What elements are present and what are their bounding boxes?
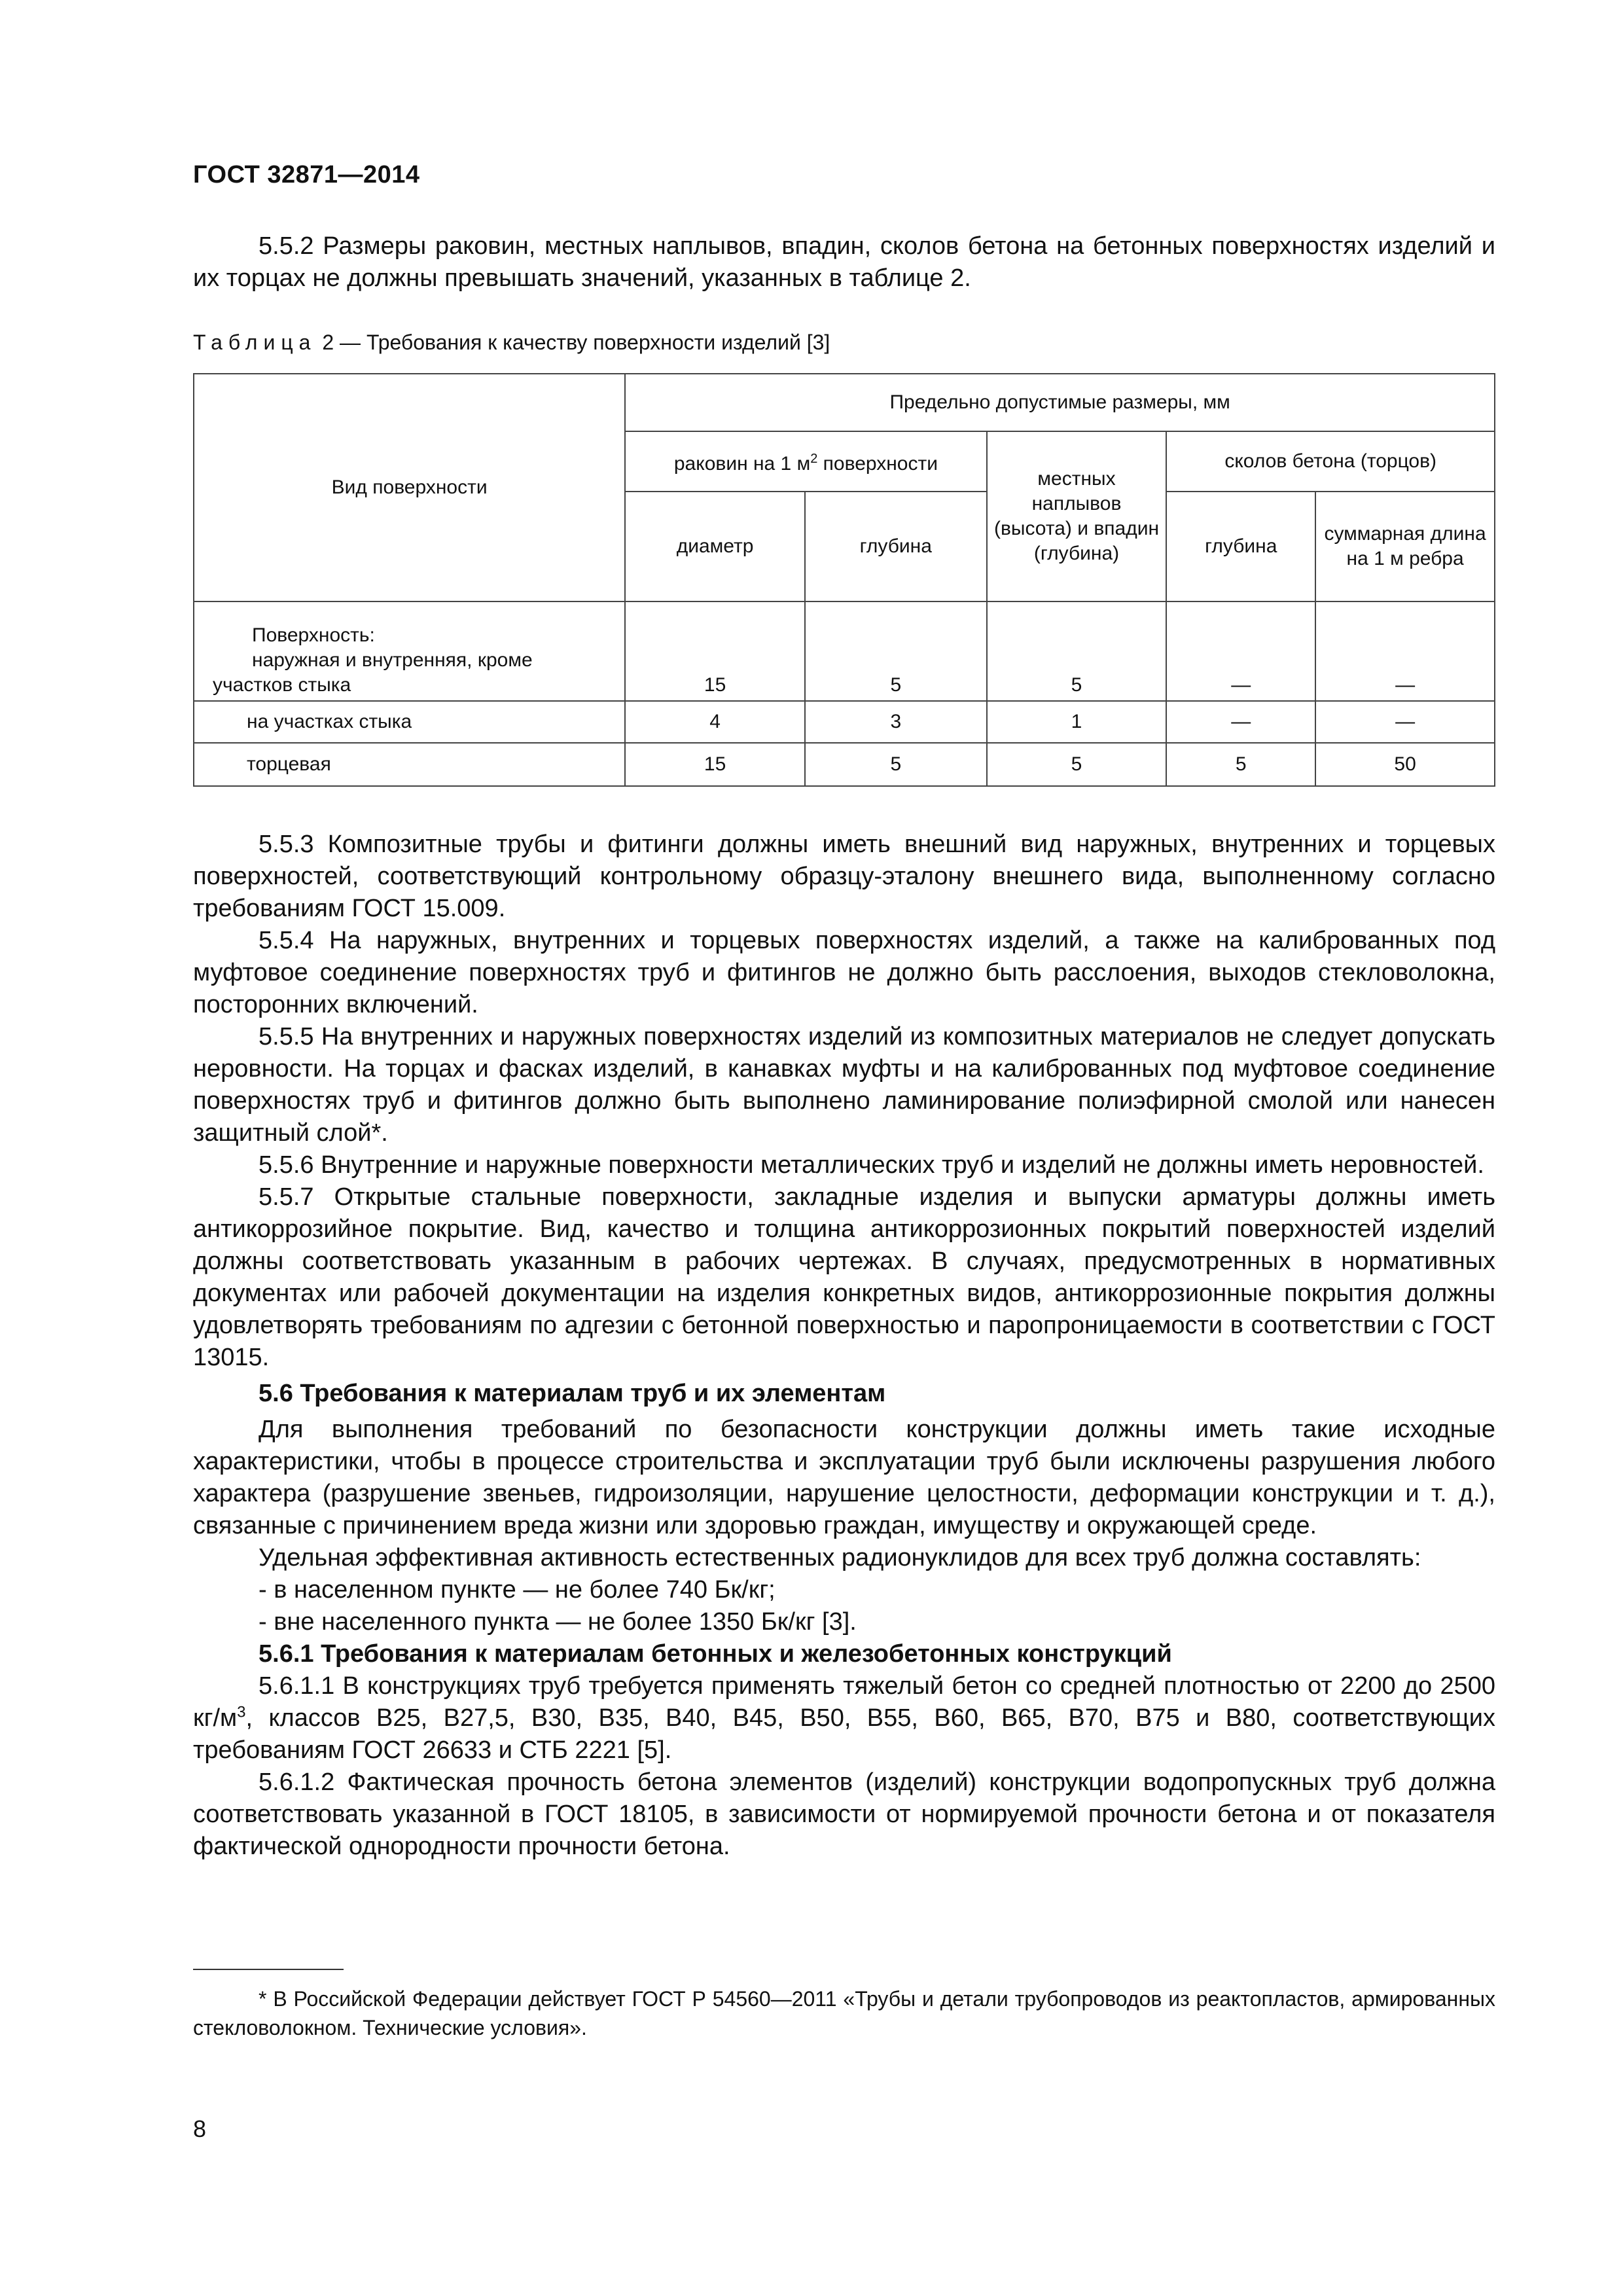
table-row [194,743,1495,786]
paragraph-5-5-3: 5.5.3 Композитные трубы и фитинги должны иметь внешний вид наружных, внутренних и торцевых поверхностей, соответствующий контрольному образцу-эталону внешнего вида, выполненному согласно требованиям ГОСТ 15.009. [193,831,1495,922]
cell-local: 1 [987,701,1167,743]
cell-depth: 5 [805,601,987,701]
table-row [194,601,1495,701]
cell-total-length: — [1315,601,1495,701]
cell-total-length: 50 [1315,743,1495,786]
header-local-bulges: местных наплывов (высота) и впадин (глубина) [987,431,1167,601]
row-label-end-face: торцевая [194,743,625,786]
table-caption-word: Таблица [193,331,317,354]
surface-group-label: Поверхность: [252,624,375,646]
header-chips: сколов бетона (торцов) [1166,431,1495,492]
cell-total-length: — [1315,701,1495,743]
table-2-caption [193,331,830,355]
paragraph-5-6-1-2: 5.6.1.2 Фактическая прочность бетона элементов (изделий) конструкции водопропускных труб должна соответствовать указанной в ГОСТ 18105, в зависимости от нормируемой прочности бетона и от показателя фактической однородности прочности бетона. [193,1768,1495,1860]
footnote: * В Российской Федерации действует ГОСТ Р 54560—2011 «Трубы и детали трубопроводов из реактопластов, армированных стекловолокном. Технические условия». [193,1987,1495,2039]
header-diameter: диаметр [625,492,805,601]
row-label-joint: на участках стыка [194,701,625,743]
header-chip-depth: глубина [1166,492,1315,601]
surface-quality-table [193,373,1495,787]
cell-chip-depth: 5 [1166,743,1315,786]
header-surface-type: Вид поверхности [194,374,625,601]
section-heading-5-6: 5.6 Требования к материалам труб и их элементам [259,1380,886,1407]
page-number: 8 [193,2115,207,2142]
paragraph-5-5-2: 5.5.2 Размеры раковин, местных наплывов, впадин, сколов бетона на бетонных поверхностях изделий и их торцах не должны превышать значений, указанных в таблице 2. [193,232,1495,292]
section-heading-5-6-1: 5.6.1 Требования к материалам бетонных и железобетонных конструкций [259,1640,1172,1668]
cell-diameter: 4 [625,701,805,743]
paragraph-5-6-intro: Для выполнения требований по безопасности конструкции должны иметь такие исходные характеристики, чтобы в процессе строительства и эксплуатации труб были исключены разрушения любого характера (разрушение звеньев, гидроизоляции, нарушение целостности, деформации конструкции и т. д.), связанные с причинением вреда жизни или здоровью граждан, имуществу и окружающей среде. [193,1416,1495,1539]
header-shells: раковин на 1 $м^2$ поверхности [625,431,986,492]
cell-chip-depth: — [1166,601,1315,701]
table-row [194,701,1495,743]
table-caption-text: 2 — Требования к качеству поверхности изделий [3] [316,331,830,354]
paragraph-5-5-7: 5.5.7 Открытые стальные поверхности, закладные изделия и выпуски арматуры должны иметь антикоррозийное покрытие. Вид, качество и толщина антикоррозионных покрытий поверхностей изделий должны соответствовать указанным в рабочих чертежах. В случаях, предусмотренных в нормативных документах или рабочей документации на изделия конкретных видов, антикоррозионные покрытия должны удовлетворять требованиям по адгезии с бетонной поверхностью и паропроницаемости в соответствии с ГОСТ 13015. [193,1183,1495,1371]
cell-depth: 5 [805,743,987,786]
row-label-outer-inner: Поверхность: наружная и внутренняя, кроме участков стыка [194,601,625,701]
cell-diameter: 15 [625,601,805,701]
main-text-body [193,829,1495,1863]
header-limit-sizes: Предельно допустимые размеры, мм [625,374,1495,431]
footnote-divider [193,1969,344,1970]
header-depth: глубина [805,492,987,601]
table-header-row-1 [194,374,1495,431]
standard-code-header: ГОСТ 32871—2014 [193,161,420,188]
cell-local: 5 [987,743,1167,786]
cell-chip-depth: — [1166,701,1315,743]
cell-depth: 3 [805,701,987,743]
paragraph-5-5-6: 5.5.6 Внутренние и наружные поверхности металлических труб и изделий не должны иметь неровностей. [259,1151,1484,1179]
cell-local: 5 [987,601,1167,701]
paragraph-5-6-1-1: 5.6.1.1 В конструкциях труб требуется применять тяжелый бетон со средней плотностью от 2200 до 2500 $кг/м^3$, классов В25, В27,5, В30, В35, В40, В45, В50, В55, В60, В65, В70, В75 и В80, соответствующих требованиям ГОСТ 26633 и СТБ 2221 [5]. [193,1672,1495,1764]
cell-diameter: 15 [625,743,805,786]
header-total-length: суммарная длина на 1 м ребра [1315,492,1495,601]
list-item: - в населенном пункте — не более 740 Бк/кг; [259,1576,776,1604]
paragraph-5-6-radionuclides: Удельная эффективная активность естественных радионуклидов для всех труб должна составлять: [259,1544,1421,1571]
paragraph-5-5-4: 5.5.4 На наружных, внутренних и торцевых поверхностях изделий, а также на калиброванных под муфтовое соединение поверхностях труб и фитингов не должно быть расслоения, выходов стекловолокна, посторонних включений. [193,927,1495,1018]
paragraph-5-5-5: 5.5.5 На внутренних и наружных поверхностях изделий из композитных материалов не следует допускать неровности. На торцах и фасках изделий, в канавках муфты и на калиброванных под муфтовое соединение поверхностях труб и фитингов должно быть выполнено ламинирование полиэфирной смолой или нанесен защитный слой*. [193,1023,1495,1147]
list-item: - вне населенного пункта — не более 1350 Бк/кг [3]. [259,1608,857,1636]
